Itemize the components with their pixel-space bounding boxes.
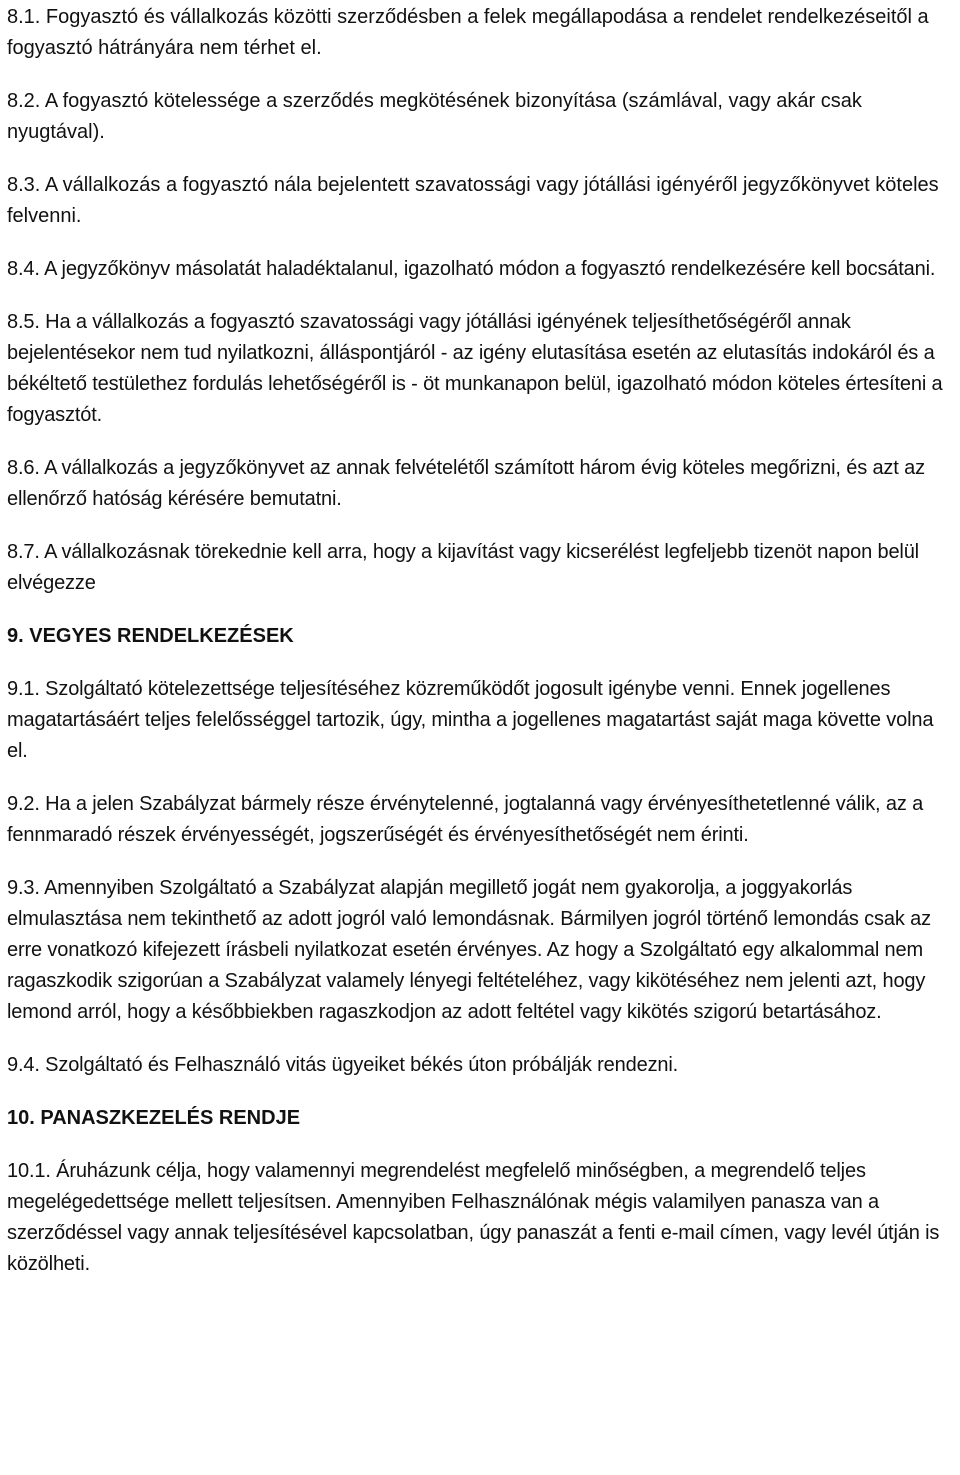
paragraph-8-5: 8.5. Ha a vállalkozás a fogyasztó szavatossági vagy jótállási igényének teljesíthetőségéről annak bejelentésekor nem tud nyilatkozni, álláspontjáról - az igény elutasítása esetén az elutasítás indokáról és a békéltető testülethez fordulás lehetőségéről is - öt munkanapon belül, igazolható módon köteles értesíteni a fogyasztót. [7, 311, 943, 426]
document-page [7, 2, 957, 1302]
paragraph-8-7: 8.7. A vállalkozásnak törekednie kell arra, hogy a kijavítást vagy kicserélést legfeljebb tizenöt napon belül elvégezze [7, 541, 919, 594]
paragraph-8-4: 8.4. A jegyzőkönyv másolatát haladéktalanul, igazolható módon a fogyasztó rendelkezésére kell bocsátani. [7, 258, 936, 280]
paragraph-8-2: 8.2. A fogyasztó kötelessége a szerződés megkötésének bizonyítása (számlával, vagy akár csak nyugtával). [7, 90, 862, 143]
paragraph-9-1: 9.1. Szolgáltató kötelezettsége teljesítéséhez közreműködőt jogosult igénybe venni. Ennek jogellenes magatartásáért teljes felelősséggel tartozik, úgy, mintha a jogellenes magatartást saját maga követte volna el. [7, 678, 934, 762]
paragraph-10-1: 10.1. Áruházunk célja, hogy valamennyi megrendelést megfelelő minőségben, a megrendelő teljes megelégedettsége mellett teljesítsen. Amennyiben Felhasználónak mégis valamilyen panasza van a szerződéssel vagy annak teljesítésével kapcsolatban, úgy panaszát a fenti e-mail címen, vagy levél útján is közölheti. [7, 1160, 940, 1275]
section-heading-10: 10. PANASZKEZELÉS RENDJE [7, 1107, 301, 1129]
paragraph-8-3: 8.3. A vállalkozás a fogyasztó nála bejelentett szavatossági vagy jótállási igényéről jegyzőkönyvet köteles felvenni. [7, 174, 939, 227]
paragraph-8-1: 8.1. Fogyasztó és vállalkozás közötti szerződésben a felek megállapodása a rendelet rendelkezéseitől a fogyasztó hátrányára nem térhet el. [7, 6, 929, 59]
paragraph-9-3: 9.3. Amennyiben Szolgáltató a Szabályzat alapján megillető jogát nem gyakorolja, a joggyakorlás elmulasztása nem tekinthető az adott jogról való lemondásnak. Bármilyen jogról történő lemondás csak az erre vonatkozó kifejezett írásbeli nyilatkozat esetén érvényes. Az hogy a Szolgáltató egy alkalommal nem ragaszkodik szigorúan a Szabályzat valamely lényegi feltételéhez, vagy kikötéséhez nem jelenti azt, hogy lemond arról, hogy a későbbiekben ragaszkodjon az adott feltétel vagy kikötés szigorú betartásához. [7, 877, 931, 1023]
paragraph-8-6: 8.6. A vállalkozás a jegyzőkönyvet az annak felvételétől számított három évig köteles megőrizni, és azt az ellenőrző hatóság kérésére bemutatni. [7, 457, 925, 510]
paragraph-9-4: 9.4. Szolgáltató és Felhasználó vitás ügyeiket békés úton próbálják rendezni. [7, 1054, 679, 1076]
section-heading-9: 9. VEGYES RENDELKEZÉSEK [7, 625, 294, 647]
paragraph-9-2: 9.2. Ha a jelen Szabályzat bármely része érvénytelenné, jogtalanná vagy érvényesíthetetlenné válik, az a fennmaradó részek érvényességét, jogszerűségét és érvényesíthetőségét nem érinti. [7, 793, 924, 846]
